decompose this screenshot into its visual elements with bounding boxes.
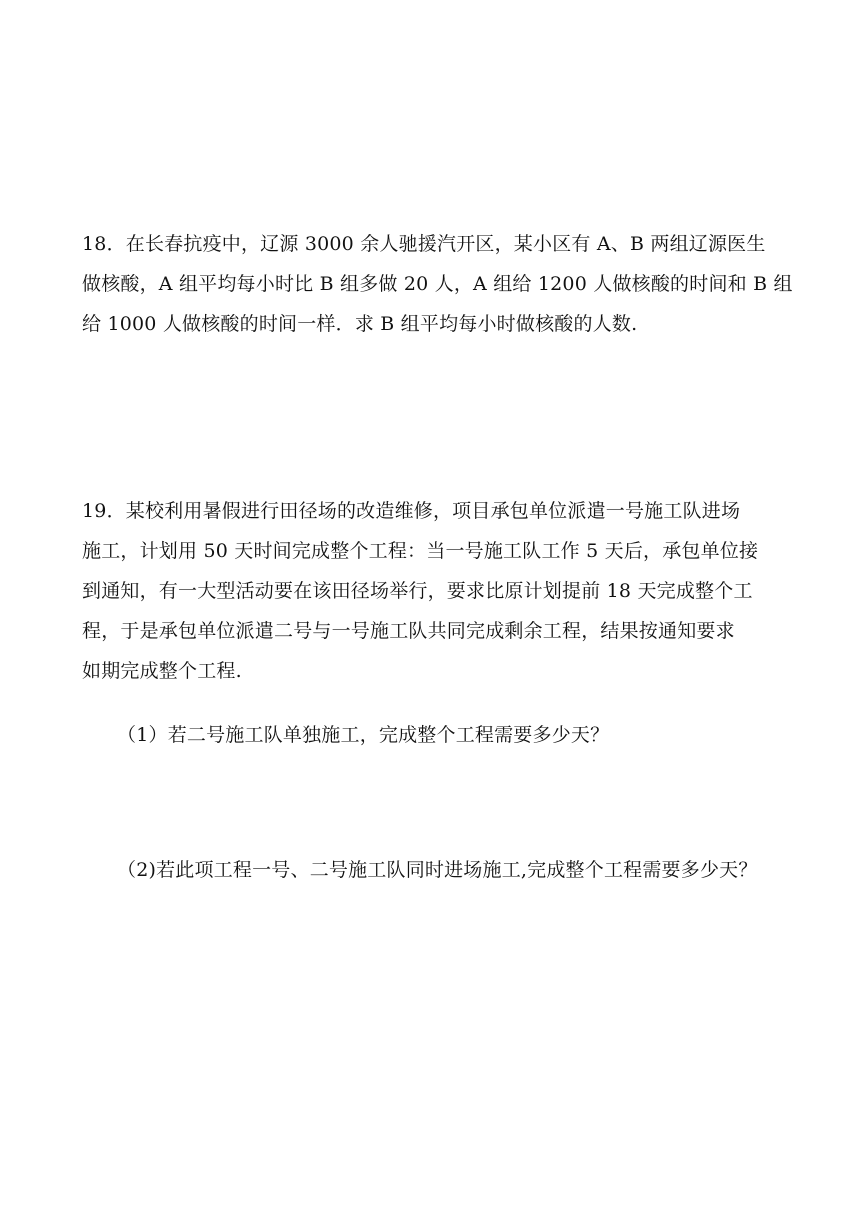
question-19-line-4: 程，于是承包单位派遣二号与一号施工队共同完成剩余工程，结果按通知要求 — [82, 620, 735, 642]
question-19-line-5: 如期完成整个工程. — [82, 660, 242, 682]
question-19-line-2: 施工，计划用 50 天时间完成整个工程：当一号施工队工作 5 天后，承包单位接 — [82, 540, 759, 562]
question-19 — [82, 491, 782, 691]
question-19-part-1: （1）若二号施工队单独施工，完成整个工程需要多少天？ — [117, 724, 610, 746]
question-19-line-1: 19．某校利用暑假进行田径场的改造维修，项目承包单位派遣一号施工队进场 — [82, 500, 741, 522]
question-18-line-3: 给 1000 人做核酸的时间一样．求 B 组平均每小时做核酸的人数. — [82, 313, 638, 335]
question-18-line-1: 18．在长春抗疫中，辽源 3000 余人驰援汽开区，某小区有 A、B 两组辽源医生 — [82, 233, 766, 255]
question-19-line-3: 到通知，有一大型活动要在该田径场举行，要求比原计划提前 18 天完成整个工 — [82, 580, 753, 602]
question-18-line-2: 做核酸，A 组平均每小时比 B 组多做 20 人，A 组给 1200 人做核酸的时间和 B 组 — [82, 273, 793, 295]
question-18 — [82, 224, 793, 344]
question-19-part-2: （2)若此项工程一号、二号施工队同时进场施工,完成整个工程需要多少天？ — [117, 859, 758, 881]
